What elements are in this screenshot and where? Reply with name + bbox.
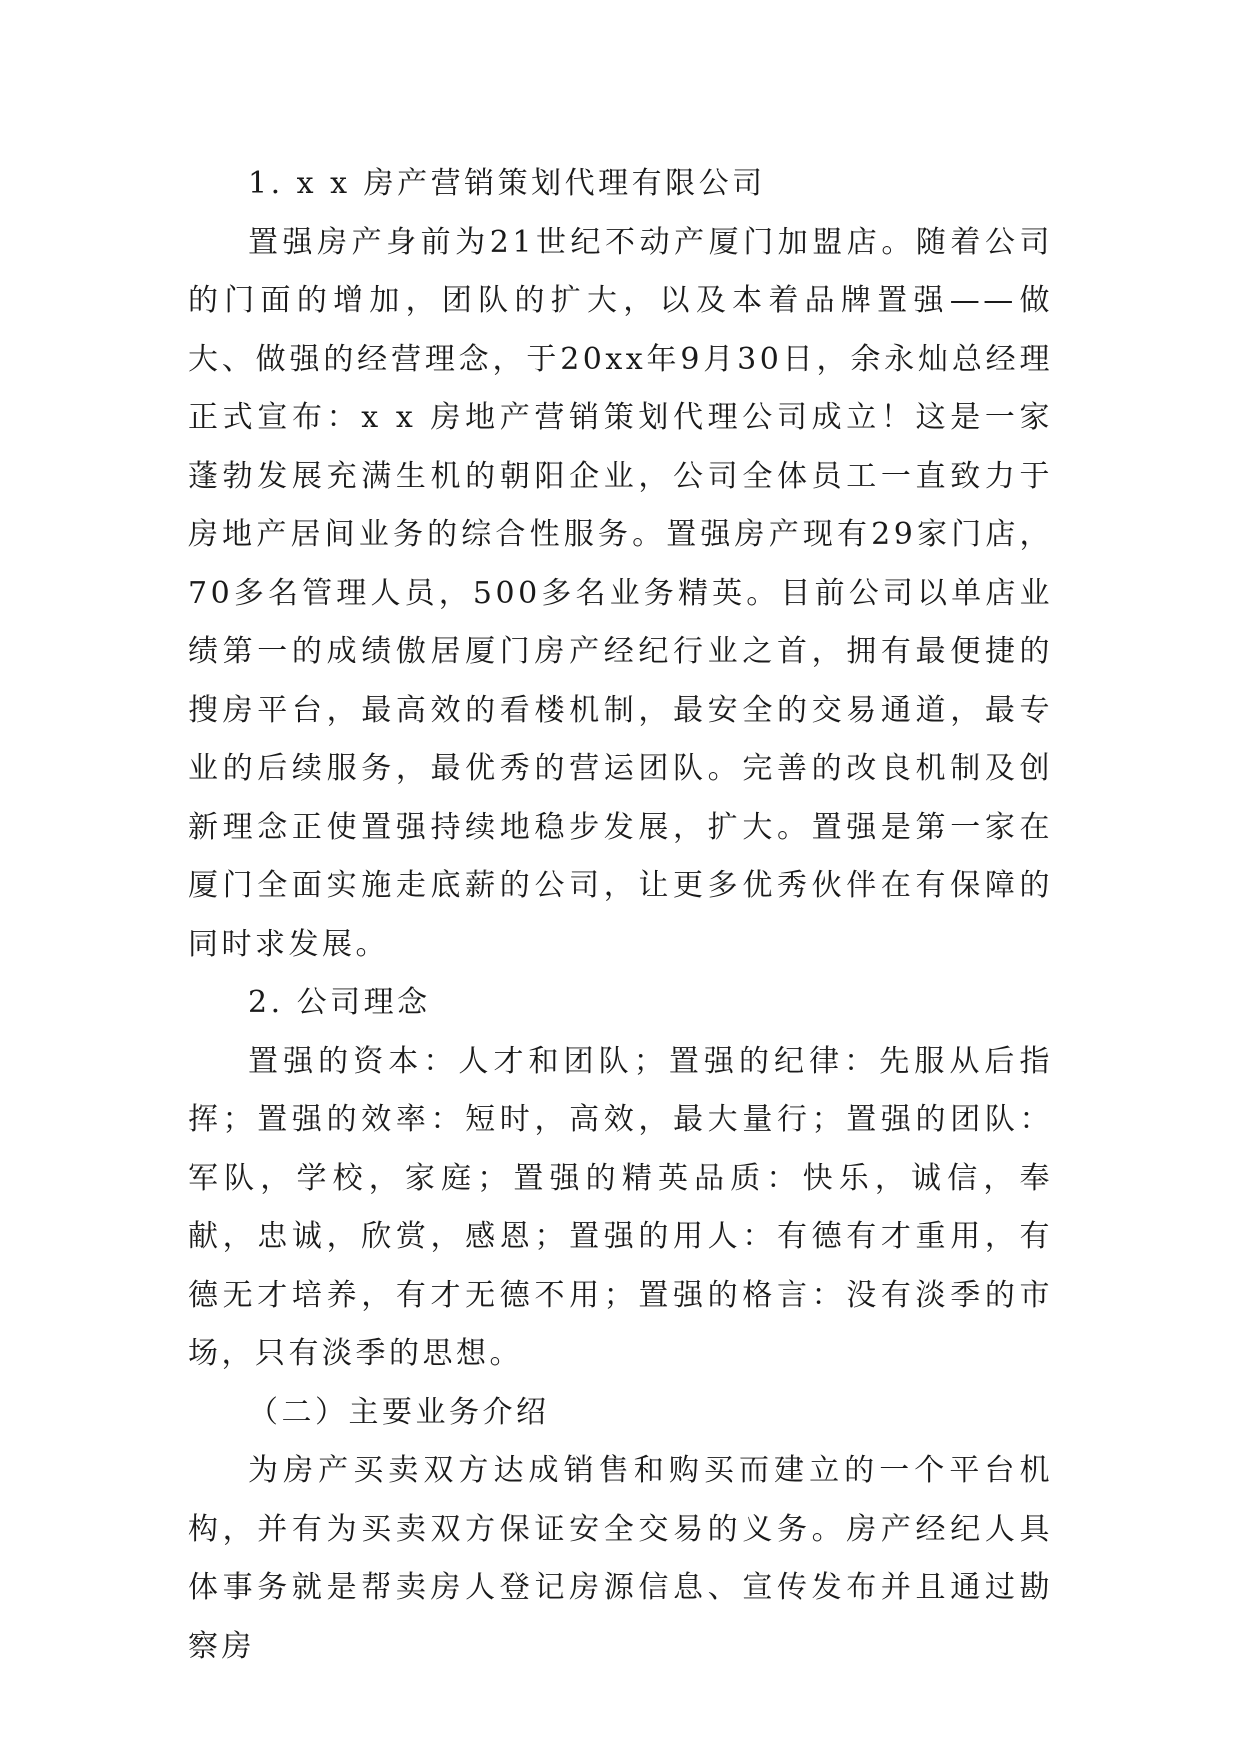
document-body [188,155,1053,1676]
section-heading-company: 1. x x 房产营销策划代理有限公司 [248,166,766,201]
section-heading-philosophy: 2. 公司理念 [248,985,431,1020]
paragraph-company-intro: 置强房产身前为21世纪不动产厦门加盟店。随着公司的门面的增加，团队的扩大，以及本着品牌置强——做大、做强的经营理念，于20xx年9月30日，余永灿总经理正式宣布：x x 房地产营销策划代理公司成立！这是一家蓬勃发展充满生机的朝阳企业，公司全体员工一直致力于房地产居间业务的综合性服务。置强房产现有29家门店，70多名管理人员，500多名业务精英。目前公司以单店业绩第一的成绩傲居厦门房产经纪行业之首，拥有最便捷的搜房平台，最高效的看楼机制，最安全的交易通道，最专业的后续服务，最优秀的营运团队。完善的改良机制及创新理念正使置强持续地稳步发展，扩大。置强是第一家在厦门全面实施走底薪的公司，让更多优秀伙伴在有保障的同时求发展。 [188,224,1053,962]
paragraph-philosophy: 置强的资本：人才和团队；置强的纪律：先服从后指挥；置强的效率：短时，高效，最大量行；置强的团队：军队，学校，家庭；置强的精英品质：快乐，诚信，奉献，忠诚，欣赏，感恩；置强的用人：有德有才重用，有德无才培养，有才无德不用；置强的格言：没有淡季的市场，只有淡季的思想。 [188,1043,1053,1371]
paragraph-business-intro: 为房产买卖双方达成销售和购买而建立的一个平台机构，并有为买卖双方保证安全交易的义务。房产经纪人具体事务就是帮卖房人登记房源信息、宣传发布并且通过勘察房 [188,1453,1053,1664]
section-heading-business: （二）主要业务介绍 [248,1394,550,1430]
